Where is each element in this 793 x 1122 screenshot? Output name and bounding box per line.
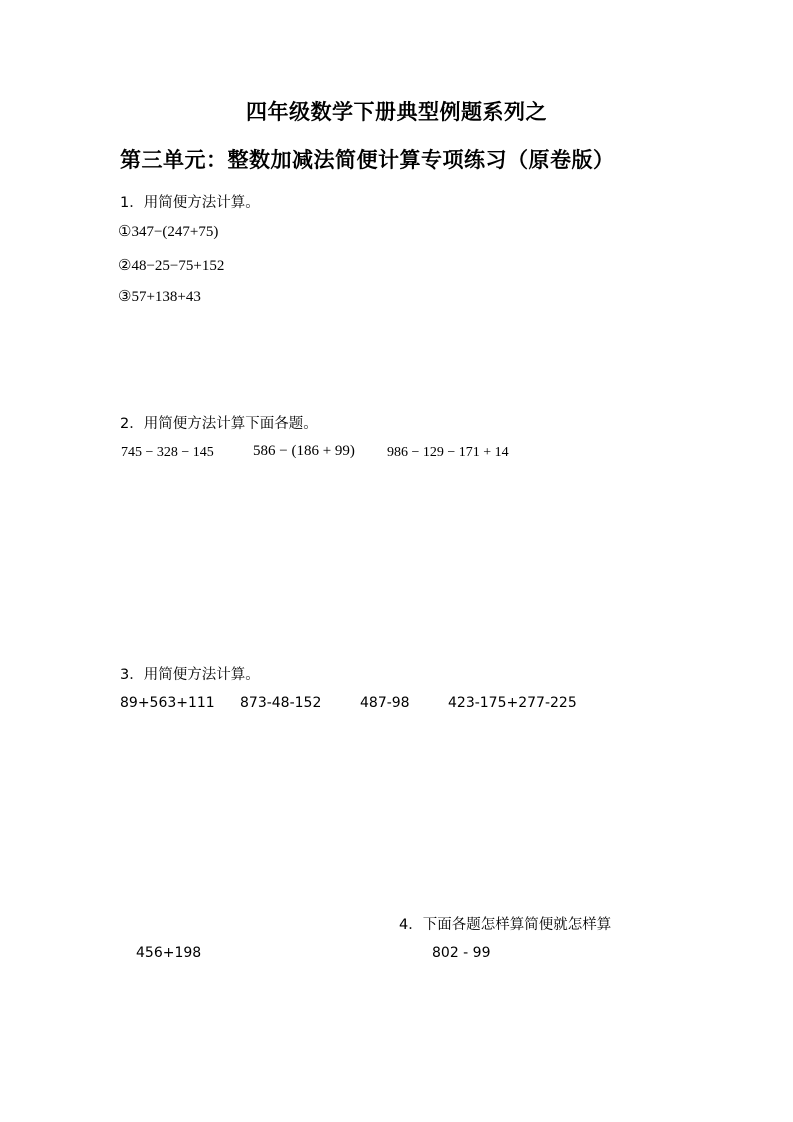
math-expression: 48−25−75+152	[131, 258, 225, 274]
question-2-expression-3: 986 − 129 − 171 + 14	[387, 445, 509, 460]
question-2-prompt: 2．用简便方法计算下面各题。	[120, 416, 318, 432]
math-expression: 57+138+43	[131, 289, 201, 305]
question-2-expression-1: 745 − 328 − 145	[121, 445, 214, 460]
question-4-expression-1: 456+198	[136, 945, 202, 961]
item-marker: ②	[118, 258, 132, 274]
question-1-prompt: 1．用简便方法计算。	[120, 195, 260, 211]
question-3-expression-3: 487-98	[360, 695, 410, 711]
item-marker: ①	[118, 224, 132, 240]
question-1-item-2	[118, 256, 224, 275]
question-1-item-3	[118, 287, 201, 306]
question-3-prompt: 3．用简便方法计算。	[120, 667, 260, 683]
item-marker: ③	[118, 289, 132, 305]
page-subtitle: 第三单元：整数加减法简便计算专项练习（原卷版）	[120, 148, 615, 172]
question-3-expression-1: 89+563+111	[120, 695, 215, 711]
math-expression: 347−(247+75)	[131, 224, 219, 240]
question-3-expression-4: 423-175+277-225	[448, 695, 577, 711]
question-3-expression-2: 873-48-152	[240, 695, 322, 711]
question-2-expression-2: 586 − (186 + 99)	[253, 443, 355, 459]
question-4-expression-2: 802 - 99	[432, 945, 491, 961]
page-title: 四年级数学下册典型例题系列之	[246, 100, 547, 124]
question-1-item-1	[118, 222, 218, 241]
question-4-prompt: 4．下面各题怎样算简便就怎样算	[399, 917, 612, 933]
